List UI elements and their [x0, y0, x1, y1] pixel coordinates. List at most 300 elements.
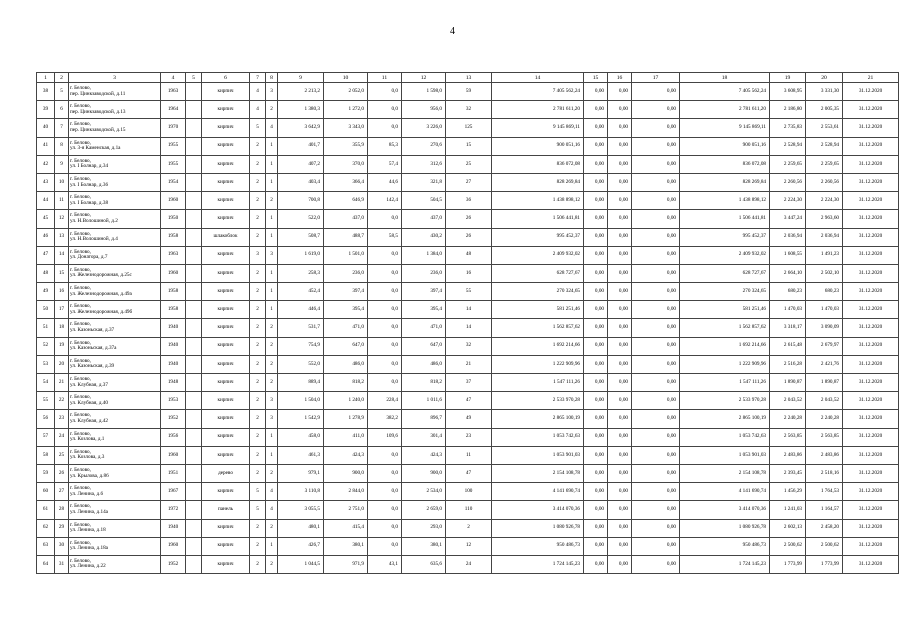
table-cell: 12	[55, 210, 69, 228]
table-cell: 446,4	[278, 301, 324, 319]
table-cell: 26	[446, 228, 492, 246]
table-cell: 0,00	[608, 374, 632, 392]
column-header-10: 10	[324, 73, 368, 83]
table-cell: 836 072,08	[492, 155, 584, 173]
table-cell: 0,00	[608, 173, 632, 191]
table-cell: 2	[250, 319, 266, 337]
table-cell: 0,00	[608, 210, 632, 228]
table-cell: кирпич	[202, 83, 250, 101]
table-cell: 2 154 108,78	[680, 464, 770, 482]
table-cell: 1 598,0	[402, 83, 446, 101]
table-cell: 2 679,97	[806, 337, 843, 355]
table-cell: 52	[37, 337, 55, 355]
table-cell: 2 224,30	[806, 192, 843, 210]
table-cell: 2 516,28	[770, 355, 806, 373]
table-cell: 486,0	[402, 355, 446, 373]
table-cell	[186, 283, 202, 301]
address-cell: г. Белово, ул. Ленина, д.14а	[69, 501, 161, 519]
table-cell: 0,00	[632, 83, 680, 101]
table-cell: 0,00	[632, 137, 680, 155]
table-cell: 9	[55, 155, 69, 173]
table-cell: 1 692 214,66	[492, 337, 584, 355]
table-cell: 0,00	[584, 264, 608, 282]
table-cell: 15	[446, 137, 492, 155]
table-cell: 896,7	[402, 410, 446, 428]
table-cell: 1 222 909,96	[680, 355, 770, 373]
table-cell: 1972	[161, 501, 186, 519]
table-cell: кирпич	[202, 264, 250, 282]
table-cell: 3 055,5	[278, 501, 324, 519]
table-cell: 1 608,55	[770, 246, 806, 264]
table-cell: 0,00	[632, 464, 680, 482]
table-cell: 1960	[161, 446, 186, 464]
table-cell: 0,00	[584, 537, 608, 555]
table-cell: 900,0	[324, 464, 368, 482]
table-cell: 2 500,62	[770, 537, 806, 555]
table-cell: 2 409 932,02	[680, 246, 770, 264]
table-cell: 0,00	[632, 210, 680, 228]
table-cell: 0,0	[368, 119, 402, 137]
table-cell: 0,00	[584, 228, 608, 246]
table-cell: 1	[266, 155, 278, 173]
table-cell: 29	[55, 519, 69, 537]
column-header-11: 11	[368, 73, 402, 83]
table-cell: кирпич	[202, 119, 250, 137]
table-cell: 0,00	[608, 264, 632, 282]
table-cell: кирпич	[202, 446, 250, 464]
table-cell: 0,00	[608, 355, 632, 373]
table-cell: 2	[250, 228, 266, 246]
table-cell: 818,2	[402, 374, 446, 392]
table-cell: 504,5	[402, 192, 446, 210]
table-cell: 28	[55, 501, 69, 519]
table-row	[37, 392, 899, 410]
table-cell: 27	[55, 483, 69, 501]
table-cell: 628 727,67	[680, 264, 770, 282]
table-cell: 0,0	[368, 246, 402, 264]
table-cell: 2	[266, 101, 278, 119]
table-cell: 3 331,30	[806, 83, 843, 101]
page-number: 4	[450, 26, 455, 37]
table-cell: 0,00	[632, 537, 680, 555]
table-cell: 0,0	[368, 483, 402, 501]
table-cell: 3	[266, 246, 278, 264]
table-cell: 1 506 441,81	[492, 210, 584, 228]
table-cell: 1958	[161, 283, 186, 301]
table-cell: 24	[446, 555, 492, 573]
table-cell: 900,0	[402, 464, 446, 482]
table-cell: 1954	[161, 173, 186, 191]
table-cell: 43	[37, 173, 55, 191]
table-cell	[186, 210, 202, 228]
table-cell: 950 486,73	[492, 537, 584, 555]
table-cell: 2 528,94	[770, 137, 806, 155]
table-cell: 2 213,2	[278, 83, 324, 101]
table-row	[37, 137, 899, 155]
table-cell: 0,00	[608, 519, 632, 537]
table-cell	[186, 264, 202, 282]
table-cell: 2 036,94	[806, 228, 843, 246]
table-cell: 1 053 742,63	[492, 428, 584, 446]
table-body	[37, 83, 899, 574]
table-cell: 2 534,0	[402, 483, 446, 501]
table-cell: 1 053 901,03	[492, 446, 584, 464]
table-cell: 53	[37, 355, 55, 373]
table-cell: 293,0	[402, 519, 446, 537]
table-cell: 0,00	[584, 555, 608, 573]
table-cell: 647,0	[402, 337, 446, 355]
table-cell	[186, 155, 202, 173]
column-header-5: 5	[186, 73, 202, 83]
table-cell: 0,00	[584, 519, 608, 537]
table-cell: 0,00	[632, 264, 680, 282]
table-cell: 2	[250, 555, 266, 573]
table-cell: 0,00	[632, 192, 680, 210]
table-cell: 424,3	[402, 446, 446, 464]
table-cell: 47	[446, 392, 492, 410]
table-cell: 2 458,20	[806, 519, 843, 537]
table-cell: 0,00	[632, 337, 680, 355]
table-cell: 2 483,86	[806, 446, 843, 464]
table-cell: 1 384,0	[402, 246, 446, 264]
table-cell: 1 438 898,12	[680, 192, 770, 210]
table-cell: 0,00	[584, 337, 608, 355]
table-cell: 321,8	[402, 173, 446, 191]
table-cell: 236,0	[324, 264, 368, 282]
table-cell: 1960	[161, 264, 186, 282]
table-cell: 4	[266, 119, 278, 137]
table-cell: 471,0	[324, 319, 368, 337]
table-cell: 4	[250, 101, 266, 119]
table-cell: 0,00	[608, 410, 632, 428]
table-cell: 2 602,13	[770, 519, 806, 537]
table-cell: 8	[55, 137, 69, 155]
table-cell: 2 259,65	[806, 155, 843, 173]
table-cell: кирпич	[202, 537, 250, 555]
table-cell: 0,00	[608, 155, 632, 173]
table-cell: 0,00	[632, 446, 680, 464]
table-cell: 437,0	[402, 210, 446, 228]
table-cell: 2 781 611,20	[680, 101, 770, 119]
table-cell: 0,0	[368, 374, 402, 392]
column-header-13: 13	[446, 73, 492, 83]
table-cell: 61	[37, 501, 55, 519]
table-cell: 1963	[161, 246, 186, 264]
table-cell: 3 343,0	[324, 119, 368, 137]
table-cell: 48	[37, 264, 55, 282]
table-cell: 2	[250, 537, 266, 555]
table-cell: 646,9	[324, 192, 368, 210]
address-cell: г. Белово, ул. Ленина, д.22	[69, 555, 161, 573]
table-cell: 2	[250, 446, 266, 464]
table-cell: 4 141 690,74	[492, 483, 584, 501]
table-cell: 1 438 898,12	[492, 192, 584, 210]
table-cell: 14	[446, 301, 492, 319]
table-cell: 0,00	[608, 119, 632, 137]
table-cell: 1	[266, 537, 278, 555]
address-cell: г. Белово, ул. Клубная, д.40	[69, 392, 161, 410]
address-cell: г. Белово, ул. Ленина, д.6	[69, 483, 161, 501]
table-cell: 2 483,86	[770, 446, 806, 464]
table-cell: 1958	[161, 228, 186, 246]
table-cell: 0,00	[608, 555, 632, 573]
table-cell: 32	[446, 337, 492, 355]
table-cell: 1 890,87	[770, 374, 806, 392]
address-cell: г. Белово, ул. Железнодорожная, д.49а	[69, 283, 161, 301]
table-cell: 1 470,03	[770, 301, 806, 319]
table-cell: 1963	[161, 83, 186, 101]
table-cell: 1	[266, 173, 278, 191]
table-cell: 6	[55, 101, 69, 119]
table-cell: 57	[37, 428, 55, 446]
table-cell: 0,00	[632, 483, 680, 501]
column-header-19: 19	[770, 73, 806, 83]
table-cell: 12	[446, 537, 492, 555]
table-cell: 1 272,0	[324, 101, 368, 119]
table-cell: 2 240,28	[770, 410, 806, 428]
table-cell: 0,00	[584, 428, 608, 446]
table-cell: кирпич	[202, 355, 250, 373]
table-cell: 754,9	[278, 337, 324, 355]
table-cell	[186, 337, 202, 355]
table-cell: 0,0	[368, 319, 402, 337]
column-header-18: 18	[680, 73, 770, 83]
table-cell: 0,00	[584, 410, 608, 428]
table-cell: 27	[446, 173, 492, 191]
table-cell: 31.12.2020	[843, 119, 899, 137]
address-cell: г. Белово, пер. Цинкзаводской, д.15	[69, 119, 161, 137]
table-cell: 0,0	[368, 446, 402, 464]
table-cell	[186, 173, 202, 191]
table-cell: 1955	[161, 155, 186, 173]
table-cell: 0,0	[368, 537, 402, 555]
table-cell: 0,00	[608, 83, 632, 101]
table-cell: 22	[55, 392, 69, 410]
table-cell: 0,00	[608, 464, 632, 482]
table-cell: 2	[250, 464, 266, 482]
table-cell: 2 154 108,78	[492, 464, 584, 482]
table-cell: 0,0	[368, 501, 402, 519]
table-cell: 31.12.2020	[843, 228, 899, 246]
table-cell: 2 659,0	[402, 501, 446, 519]
table-cell: 10	[55, 173, 69, 191]
table-cell: 1 080 926,78	[680, 519, 770, 537]
table-cell: 3 447,24	[770, 210, 806, 228]
table-cell: кирпич	[202, 137, 250, 155]
table-cell	[186, 137, 202, 155]
table-cell: 411,0	[324, 428, 368, 446]
table-cell: 380,1	[402, 537, 446, 555]
table-row	[37, 464, 899, 482]
table-cell: 471,0	[402, 319, 446, 337]
table-cell: 4 141 690,74	[680, 483, 770, 501]
table-cell: 700,8	[278, 192, 324, 210]
table-cell: 1956	[161, 428, 186, 446]
table-cell: 2 043,52	[806, 392, 843, 410]
table-cell: 1960	[161, 537, 186, 555]
table-cell: 0,00	[608, 392, 632, 410]
table-row	[37, 537, 899, 555]
table-cell: 1 501,0	[324, 246, 368, 264]
table-cell: 17	[55, 301, 69, 319]
table-cell: 395,4	[402, 301, 446, 319]
table-cell: 430,2	[402, 228, 446, 246]
table-cell: кирпич	[202, 428, 250, 446]
table-cell: 1 241,03	[770, 501, 806, 519]
table-cell: 1 470,03	[806, 301, 843, 319]
table-cell: 32	[446, 101, 492, 119]
table-cell: 2	[250, 355, 266, 373]
table-cell: 2 865 100,19	[680, 410, 770, 428]
table-cell: кирпич	[202, 392, 250, 410]
table-cell: 0,00	[584, 392, 608, 410]
table-cell: 9 145 869,11	[492, 119, 584, 137]
table-cell: 3 090,09	[806, 319, 843, 337]
table-row	[37, 83, 899, 101]
table-cell: 0,00	[608, 501, 632, 519]
table-cell: 458,0	[278, 428, 324, 446]
column-header-15: 15	[584, 73, 608, 83]
table-cell: 2	[266, 374, 278, 392]
table-cell	[186, 428, 202, 446]
table-cell: 1940	[161, 355, 186, 373]
table-cell: 0,00	[584, 83, 608, 101]
table-cell: 0,00	[584, 210, 608, 228]
table-cell: 403,4	[278, 173, 324, 191]
column-header-8: 8	[266, 73, 278, 83]
table-cell: 58,5	[368, 228, 402, 246]
table-cell: 1 222 909,96	[492, 355, 584, 373]
table-cell: 2	[266, 355, 278, 373]
table-cell	[186, 410, 202, 428]
table-cell: 2 224,30	[770, 192, 806, 210]
table-cell: 51	[37, 319, 55, 337]
table-cell: 0,00	[608, 101, 632, 119]
table-cell	[186, 374, 202, 392]
table-cell: 0,00	[632, 555, 680, 573]
table-cell: 0,00	[584, 119, 608, 137]
table-cell: 1967	[161, 483, 186, 501]
table-cell: 0,00	[632, 519, 680, 537]
table-row	[37, 101, 899, 119]
table-cell: 0,00	[584, 192, 608, 210]
table-cell: 370,0	[324, 155, 368, 173]
table-cell: 24	[55, 428, 69, 446]
table-cell: 1 724 145,23	[492, 555, 584, 573]
table-cell: 1960	[161, 192, 186, 210]
table-cell: 2 963,60	[806, 210, 843, 228]
table-cell: 0,00	[632, 374, 680, 392]
table-cell: 258,3	[278, 264, 324, 282]
housing-registry-table	[36, 72, 899, 574]
table-cell: 31.12.2020	[843, 410, 899, 428]
table-cell: 1	[266, 264, 278, 282]
table-cell: 0,00	[584, 283, 608, 301]
table-cell: 2	[250, 410, 266, 428]
table-cell: 59	[37, 464, 55, 482]
table-cell: 0,00	[632, 283, 680, 301]
table-cell: 59	[446, 83, 492, 101]
address-cell: г. Белово, ул. Казоньская, д.37а	[69, 337, 161, 355]
table-cell	[186, 483, 202, 501]
table-cell: 23	[446, 428, 492, 446]
table-row	[37, 483, 899, 501]
table-cell: 31.12.2020	[843, 83, 899, 101]
table-cell: 426,7	[278, 537, 324, 555]
table-cell: 647,0	[324, 337, 368, 355]
table-cell: кирпич	[202, 555, 250, 573]
table-cell: 44	[37, 192, 55, 210]
table-cell: 0,0	[368, 355, 402, 373]
table-cell: 3	[266, 392, 278, 410]
table-cell: 437,0	[324, 210, 368, 228]
table-cell: 1 890,87	[806, 374, 843, 392]
table-cell: 0,0	[368, 210, 402, 228]
table-cell: 31.12.2020	[843, 155, 899, 173]
table-cell: 1 773,99	[806, 555, 843, 573]
table-row	[37, 173, 899, 191]
table-cell: 7 405 562,24	[680, 83, 770, 101]
table-cell: 2	[266, 192, 278, 210]
table-row	[37, 555, 899, 573]
table-cell: кирпич	[202, 101, 250, 119]
table-cell: 1948	[161, 374, 186, 392]
table-cell: 5	[55, 83, 69, 101]
table-cell: 2 553,61	[806, 119, 843, 137]
table-cell: 57,4	[368, 155, 402, 173]
table-cell: 0,0	[368, 464, 402, 482]
table-cell: 2	[250, 283, 266, 301]
table-cell: 480,1	[278, 519, 324, 537]
table-cell: 1 240,0	[324, 392, 368, 410]
table-cell: 979,1	[278, 464, 324, 482]
table-cell: 301,4	[402, 428, 446, 446]
table-cell: 628 727,67	[492, 264, 584, 282]
table-cell: 1 562 857,62	[680, 319, 770, 337]
table-cell: 0,00	[584, 374, 608, 392]
table-cell: 2 751,0	[324, 501, 368, 519]
table-cell: 31.12.2020	[843, 137, 899, 155]
table-cell: 0,00	[632, 410, 680, 428]
table-cell: 2 259,65	[770, 155, 806, 173]
table-cell: 395,4	[324, 301, 368, 319]
table-cell: 2	[250, 519, 266, 537]
table-cell: 25	[55, 446, 69, 464]
table-cell: 2 615,48	[770, 337, 806, 355]
column-header-14: 14	[492, 73, 584, 83]
table-cell	[186, 555, 202, 573]
table-cell: 31.12.2020	[843, 501, 899, 519]
table-cell: 397,4	[324, 283, 368, 301]
table-cell: 3 642,9	[278, 119, 324, 137]
table-cell: 1 692 214,66	[680, 337, 770, 355]
table-cell: 31.12.2020	[843, 246, 899, 264]
table-cell: 5	[250, 483, 266, 501]
table-cell: 31.12.2020	[843, 192, 899, 210]
table-cell: кирпич	[202, 319, 250, 337]
table-cell: 1 053 901,03	[680, 446, 770, 464]
address-cell: г. Белово, ул. I Болнар, д.34	[69, 155, 161, 173]
table-cell: 2	[266, 337, 278, 355]
table-cell: 2 563,85	[806, 428, 843, 446]
table-cell: 20	[55, 355, 69, 373]
table-cell: 5	[250, 501, 266, 519]
table-cell: 552,0	[278, 355, 324, 373]
table-cell: 31.12.2020	[843, 173, 899, 191]
table-cell: 1 619,0	[278, 246, 324, 264]
table-row	[37, 355, 899, 373]
table-cell: 0,0	[368, 283, 402, 301]
